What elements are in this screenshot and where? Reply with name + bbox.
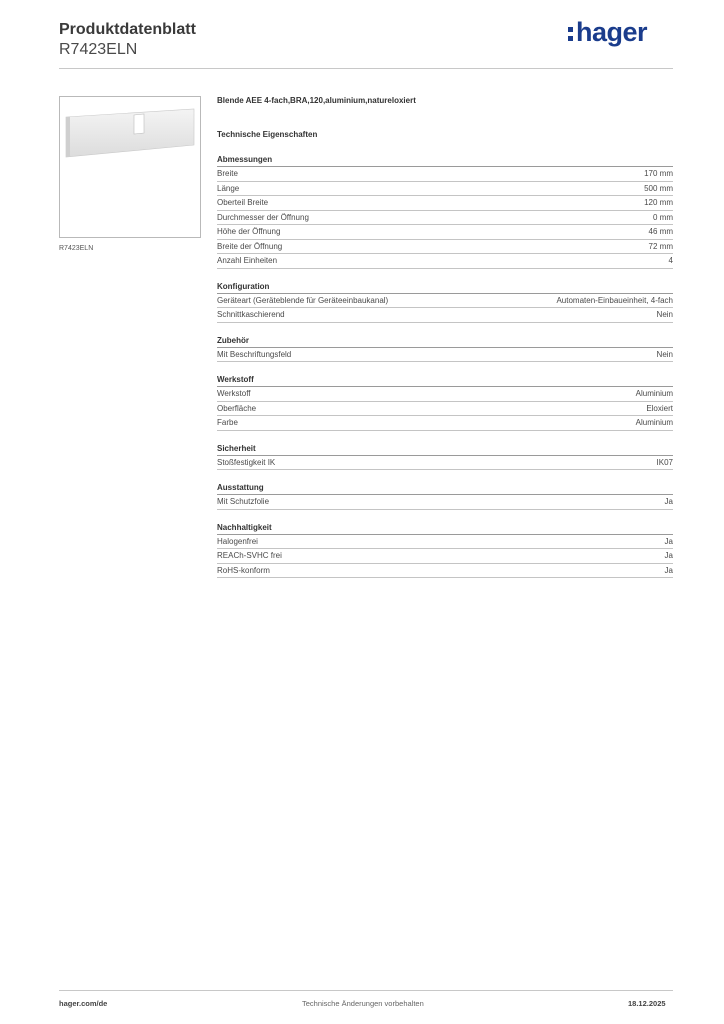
- section-title: Nachhaltigkeit: [217, 522, 673, 535]
- footer-divider: [59, 990, 673, 991]
- product-image: [59, 96, 201, 238]
- spec-row: [217, 211, 673, 226]
- spec-value: Aluminium: [635, 389, 673, 398]
- spec-section: [217, 522, 673, 579]
- spec-row: [217, 348, 673, 363]
- spec-row: [217, 308, 673, 323]
- spec-label: Anzahl Einheiten: [217, 256, 278, 265]
- spec-value: 500 mm: [644, 183, 673, 193]
- spec-value: 72 mm: [648, 241, 673, 251]
- spec-value: 170 mm: [644, 169, 673, 178]
- spec-label: Halogenfrei: [217, 536, 258, 546]
- spec-value: Automaten-Einbaueinheit, 4-fach: [556, 295, 673, 305]
- header-divider: [59, 68, 673, 69]
- spec-value: Nein: [656, 310, 673, 319]
- spec-label: Mit Schutzfolie: [217, 497, 270, 506]
- logo-text: hager: [576, 17, 648, 47]
- spec-row: [217, 402, 673, 417]
- spec-row: [217, 495, 673, 510]
- spec-value: Ja: [664, 565, 673, 575]
- spec-row: [217, 254, 673, 269]
- spec-row: [217, 225, 673, 240]
- spec-row: [217, 535, 673, 550]
- spec-value: Nein: [656, 349, 673, 359]
- footer-date: 18.12.2025: [628, 999, 666, 1008]
- spec-value: Ja: [664, 497, 673, 506]
- section-title: Konfiguration: [217, 281, 673, 294]
- spec-value: IK07: [656, 457, 673, 467]
- spec-label: Länge: [217, 183, 240, 193]
- product-code: R7423ELN: [59, 41, 138, 58]
- spec-sections: [217, 154, 673, 578]
- spec-section: [217, 374, 673, 431]
- image-caption: R7423ELN: [59, 245, 94, 252]
- section-title: Werkstoff: [217, 374, 673, 387]
- spec-section: [217, 482, 673, 510]
- document-title: Produktdatenblatt: [59, 21, 196, 38]
- spec-label: Werkstoff: [217, 389, 251, 398]
- spec-row: [217, 294, 673, 309]
- section-title: Abmessungen: [217, 154, 673, 167]
- spec-row: [217, 196, 673, 211]
- tech-properties-heading: Technische Eigenschaften: [217, 130, 318, 139]
- spec-row: [217, 182, 673, 197]
- spec-row: [217, 167, 673, 182]
- aluminium-cover-plate-image: [60, 97, 200, 237]
- spec-label: Geräteart (Geräteblende für Geräteeinbaukanal): [217, 295, 389, 305]
- spec-section: [217, 281, 673, 323]
- spec-value: Eloxiert: [646, 403, 673, 413]
- spec-row: [217, 549, 673, 564]
- spec-label: Höhe der Öffnung: [217, 227, 281, 236]
- spec-section: [217, 335, 673, 363]
- spec-value: 120 mm: [644, 198, 673, 207]
- spec-label: Oberteil Breite: [217, 198, 269, 207]
- spec-row: [217, 564, 673, 579]
- spec-label: Oberfläche: [217, 403, 257, 413]
- spec-value: Aluminium: [635, 418, 673, 427]
- footer-notice: Technische Änderungen vorbehalten: [302, 999, 424, 1008]
- section-title: Ausstattung: [217, 482, 673, 495]
- spec-label: Mit Beschriftungsfeld: [217, 349, 292, 359]
- spec-row: [217, 416, 673, 431]
- section-title: Sicherheit: [217, 443, 673, 456]
- spec-value: Ja: [664, 536, 673, 546]
- spec-section: [217, 443, 673, 471]
- product-name: Blende AEE 4-fach,BRA,120,aluminium,natureloxiert: [217, 96, 416, 105]
- spec-value: 46 mm: [648, 227, 673, 236]
- spec-label: RoHS-konform: [217, 565, 270, 575]
- spec-label: Breite: [217, 169, 238, 178]
- hager-logo: [568, 16, 647, 48]
- section-title: Zubehör: [217, 335, 673, 348]
- spec-label: Farbe: [217, 418, 238, 427]
- spec-label: Stoßfestigkeit IK: [217, 457, 276, 467]
- document-header: [59, 20, 196, 60]
- spec-label: Durchmesser der Öffnung: [217, 212, 309, 222]
- spec-label: Breite der Öffnung: [217, 241, 283, 251]
- spec-section: [217, 154, 673, 269]
- logo-colon-mark: [568, 24, 574, 42]
- spec-label: REACh-SVHC frei: [217, 551, 282, 560]
- spec-content: [217, 94, 673, 578]
- spec-value: 0 mm: [653, 212, 673, 222]
- spec-row: [217, 240, 673, 255]
- spec-value: Ja: [664, 551, 673, 560]
- spec-label: Schnittkaschierend: [217, 310, 285, 319]
- footer-website[interactable]: hager.com/de: [59, 999, 108, 1008]
- spec-value: 4: [668, 256, 673, 265]
- spec-row: [217, 387, 673, 402]
- spec-row: [217, 456, 673, 471]
